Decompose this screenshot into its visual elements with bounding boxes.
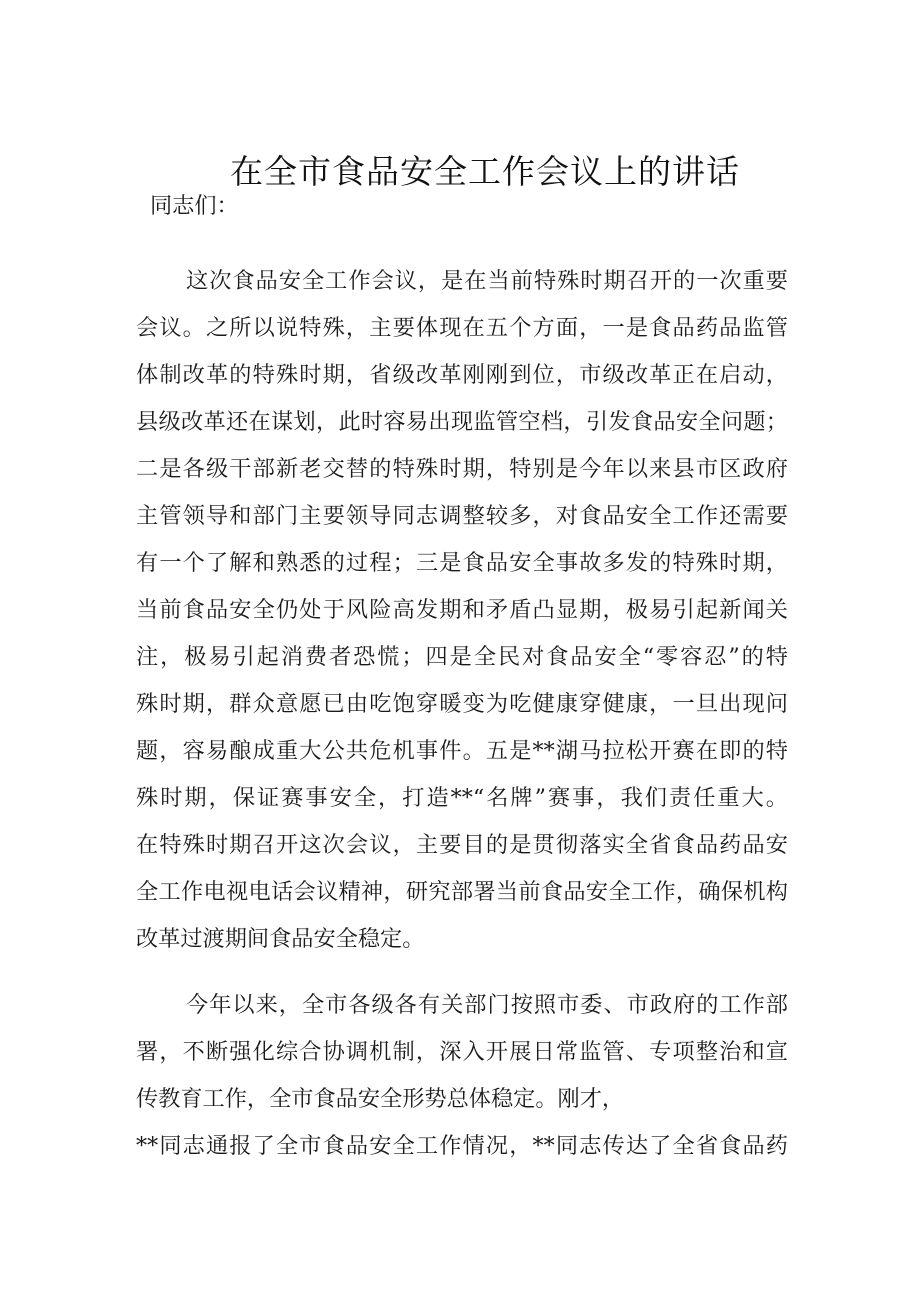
- paragraph-line: 题，容易酿成重大公共危机事件。五是**湖马拉松开赛在即的特: [136, 738, 788, 764]
- paragraph-line: 当前食品安全仍处于风险高发期和矛盾凸显期，极易引起新闻关: [136, 597, 788, 623]
- paragraph-line: 在特殊时期召开这次会议，主要目的是贯彻落实全省食品药品安: [136, 832, 788, 858]
- paragraph-line: 传教育工作，全市食品安全形势总体稳定。刚才，: [136, 1086, 625, 1112]
- paragraph-line: 县级改革还在谋划，此时容易出现监管空档，引发食品安全问题；: [136, 409, 788, 435]
- paragraph-line: 改革过渡期间食品安全稳定。: [136, 926, 425, 952]
- paragraph-line: 注，极易引起消费者恐慌；四是全民对食品安全“零容忍”的特: [136, 644, 788, 670]
- document-title: 在全市食品安全工作会议上的讲话: [230, 152, 740, 191]
- paragraph-line: 体制改革的特殊时期，省级改革刚刚到位，市级改革正在启动，: [136, 362, 788, 388]
- paragraph-line: 二是各级干部新老交替的特殊时期，特别是今年以来县市区政府: [136, 456, 788, 482]
- paragraph-line: 这次食品安全工作会议，是在当前特殊时期召开的一次重要: [186, 268, 788, 294]
- paragraph-line: **同志通报了全市食品安全工作情况，**同志传达了全省食品药: [136, 1133, 788, 1159]
- paragraph-line: 主管领导和部门主要领导同志调整较多，对食品安全工作还需要: [136, 503, 788, 529]
- paragraph-line: 殊时期，保证赛事安全，打造**“名牌”赛事，我们责任重大。: [136, 785, 788, 811]
- paragraph-line: 会议。之所以说特殊，主要体现在五个方面，一是食品药品监管: [136, 315, 788, 341]
- salutation: 同志们：: [150, 193, 239, 219]
- paragraph-line: 署，不断强化综合协调机制，深入开展日常监管、专项整治和宣: [136, 1039, 788, 1065]
- paragraph-line: 有一个了解和熟悉的过程；三是食品安全事故多发的特殊时期，: [136, 550, 788, 576]
- paragraph-line: 全工作电视电话会议精神，研究部署当前食品安全工作，确保机构: [136, 879, 788, 905]
- paragraph-line: 殊时期，群众意愿已由吃饱穿暖变为吃健康穿健康，一旦出现问: [136, 691, 788, 717]
- paragraph-line: 今年以来，全市各级各有关部门按照市委、市政府的工作部: [186, 992, 788, 1018]
